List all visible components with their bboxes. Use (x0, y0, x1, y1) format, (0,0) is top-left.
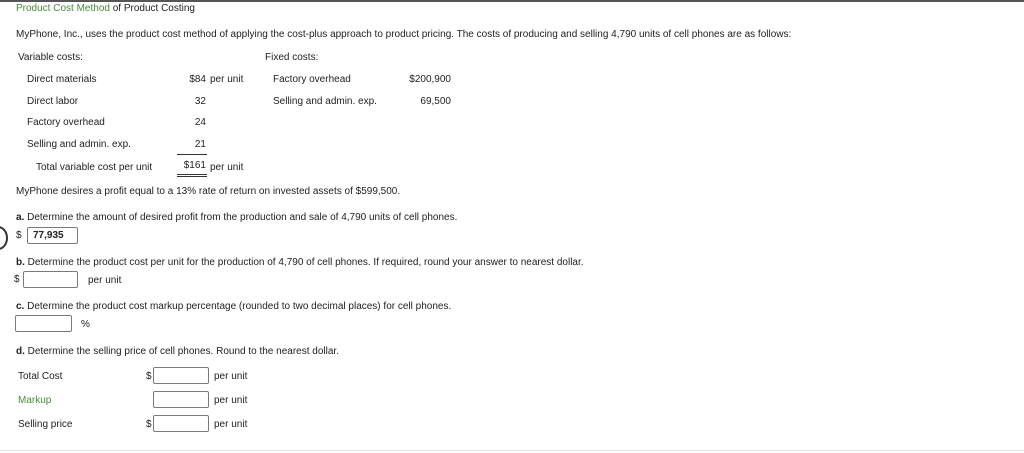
question-a-currency: $ (16, 230, 22, 241)
question-d-text: Determine the selling price of cell phones. Round to the nearest dollar. (27, 346, 339, 357)
variable-row-label: Factory overhead (27, 117, 105, 128)
fixed-row-label: Factory overhead (273, 74, 351, 85)
question-a-answer-field[interactable]: 77,935 (27, 227, 78, 244)
question-d (16, 346, 339, 358)
question-a (16, 212, 457, 224)
question-b-label: b. (16, 257, 25, 268)
variable-row-value: $84 (189, 74, 206, 85)
fixed-costs-heading: Fixed costs: (265, 52, 319, 63)
top-border (0, 0, 1024, 2)
selling-price-unit: per unit (214, 419, 248, 430)
total-variable-value: $161 (183, 160, 206, 171)
markup-percentage-input[interactable] (15, 315, 72, 332)
question-c-unit: % (81, 319, 90, 330)
markup-label: Markup (18, 395, 52, 406)
total-cost-label: Total Cost (18, 371, 63, 382)
variable-row-label: Selling and admin. exp. (27, 139, 131, 150)
selling-price-currency: $ (146, 419, 152, 430)
fixed-row-value: 69,500 (420, 96, 451, 107)
question-b-unit: per unit (88, 275, 122, 286)
question-b-text: Determine the product cost per unit for the production of 4,790 of cell phones. If required, round your answer to nearest dollar. (27, 257, 584, 268)
question-b-currency: $ (14, 274, 20, 285)
markup-unit: per unit (214, 395, 248, 406)
selling-price-label: Selling price (18, 419, 73, 430)
total-cost-unit: per unit (214, 371, 248, 382)
selling-price-input[interactable] (153, 415, 209, 432)
variable-costs-heading: Variable costs: (18, 52, 83, 63)
total-rule-1 (177, 174, 207, 175)
total-cost-input[interactable] (153, 367, 209, 384)
question-d-label: d. (16, 346, 25, 357)
variable-row-value: 24 (194, 117, 206, 128)
total-rule-2 (177, 176, 207, 177)
title-link[interactable]: Product Cost Method (16, 3, 110, 14)
title-suffix: of Product Costing (112, 3, 195, 14)
variable-row-value: 32 (194, 96, 206, 107)
question-c (16, 301, 451, 313)
variable-row-label: Direct materials (27, 74, 97, 85)
question-a-text: Determine the amount of desired profit from the production and sale of 4,790 units of cell phones. (27, 212, 458, 223)
variable-row-label: Direct labor (27, 96, 79, 107)
bottom-divider (0, 450, 1024, 451)
product-cost-per-unit-input[interactable] (23, 271, 78, 288)
question-a-label: a. (16, 212, 25, 223)
fixed-row-value: $200,900 (409, 74, 451, 85)
markup-input[interactable] (153, 391, 209, 408)
question-b (16, 257, 584, 269)
profit-text: MyPhone desires a profit equal to a 13% rate of return on invested assets of $599,500. (16, 186, 401, 197)
total-cost-currency: $ (146, 371, 152, 382)
question-c-label: c. (16, 301, 25, 312)
total-variable-unit: per unit (210, 162, 244, 173)
variable-row-unit: per unit (210, 74, 244, 85)
page-title (16, 3, 195, 15)
fixed-row-label: Selling and admin. exp. (273, 96, 377, 107)
feedback-marker-icon (0, 226, 8, 250)
subtotal-rule (177, 154, 207, 155)
total-variable-label: Total variable cost per unit (36, 162, 153, 173)
intro-text: MyPhone, Inc., uses the product cost method of applying the cost-plus approach to product pricing. The costs of producing and selling 4,790 units of cell phones are as follows: (16, 29, 792, 40)
question-c-text: Determine the product cost markup percentage (rounded to two decimal places) for cell phones. (27, 301, 452, 312)
variable-row-value: 21 (194, 139, 206, 150)
